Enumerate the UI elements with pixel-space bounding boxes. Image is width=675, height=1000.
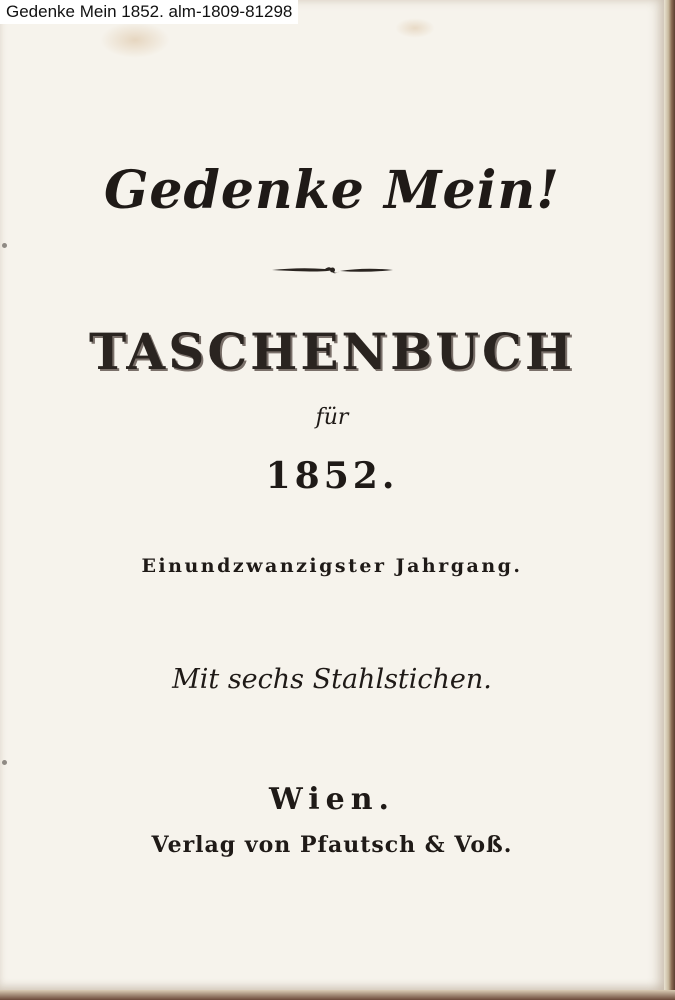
publication-place: Wien.: [269, 782, 395, 817]
publisher-text: Verlag von Pfautsch & Voß.: [151, 832, 513, 858]
edition-text: Einundzwanzigster Jahrgang.: [141, 555, 523, 577]
paper-stain: [395, 18, 435, 38]
illustrations-text: Mit sechs Stahlstichen.: [172, 664, 492, 695]
preposition-text: für: [315, 405, 349, 430]
bottom-edge: [0, 990, 675, 1000]
binding-mark: [2, 760, 7, 765]
book-title: Gedenke Mein!: [104, 160, 560, 221]
ornament-divider: [270, 262, 395, 278]
page-edge: [664, 0, 675, 1000]
image-caption: Gedenke Mein 1852. alm-1809-81298: [0, 0, 298, 24]
binding-mark: [2, 243, 7, 248]
book-subtitle: TASCHENBUCH: [88, 322, 576, 381]
paper-stain: [100, 22, 170, 58]
publication-year: 1852.: [265, 455, 399, 497]
